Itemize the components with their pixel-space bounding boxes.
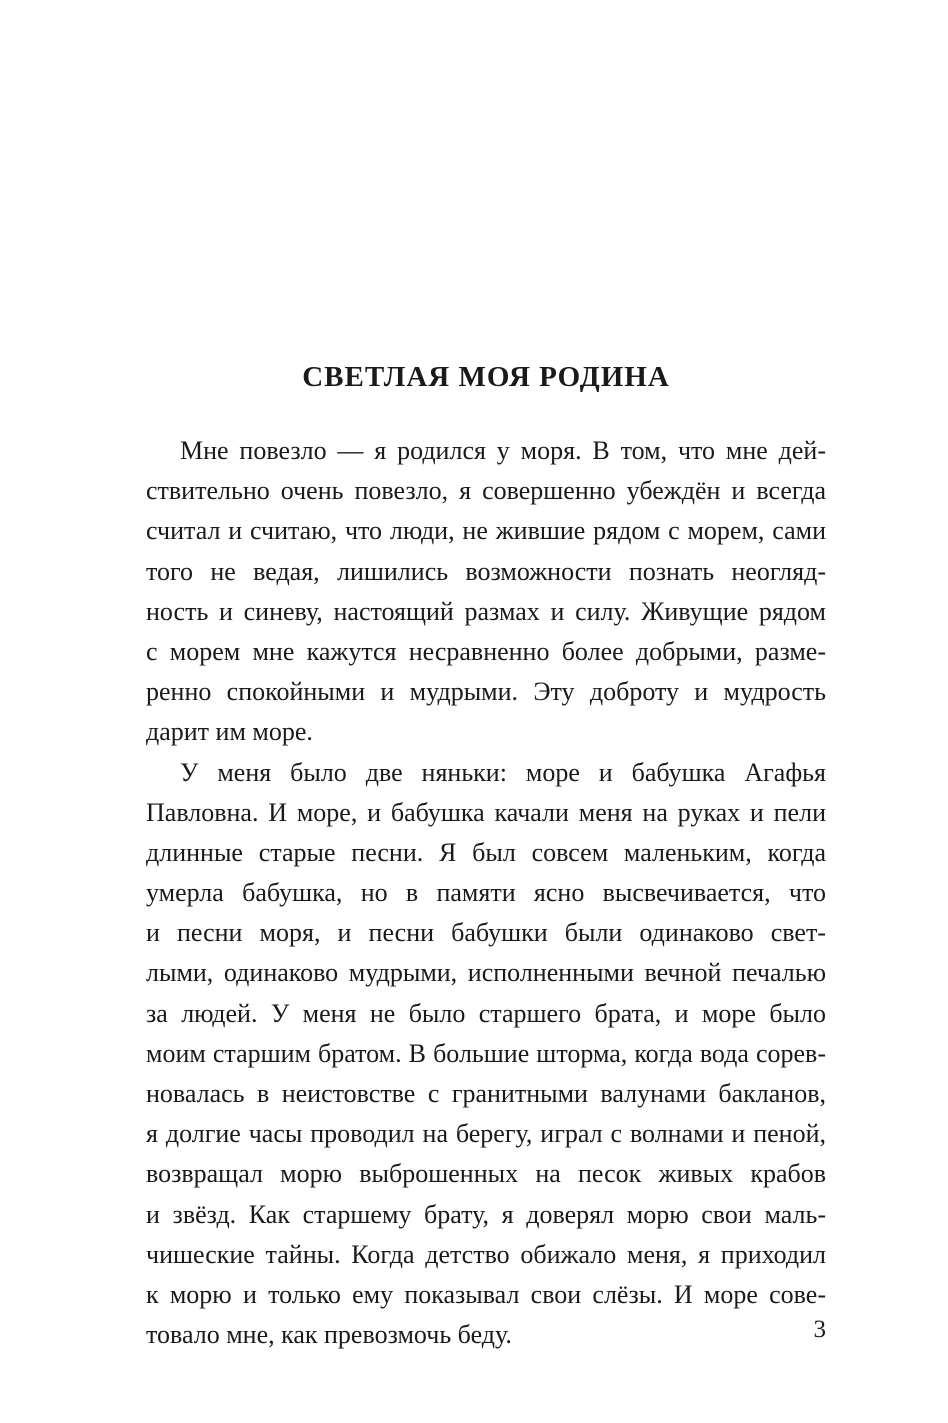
- text-line: и звёзд. Как старшему брату, я доверял морю свои маль-: [146, 1199, 826, 1229]
- text-line: возвращал морю выброшенных на песок живых крабов: [146, 1159, 826, 1189]
- text-line: считал и считаю, что люди, не жившие рядом с морем, сами: [146, 516, 826, 546]
- text-line: ность и синеву, настоящий размах и силу. Живущие рядом: [146, 596, 826, 626]
- text-line: того не ведая, лишились возможности познать неогляд-: [146, 556, 826, 586]
- text-line: Павловна. И море, и бабушка качали меня на руках и пели: [146, 797, 826, 827]
- paragraph-1: [146, 431, 826, 753]
- text-line: дарит им море.: [146, 717, 313, 747]
- text-line: У меня было две няньки: море и бабушка Агафья: [180, 757, 826, 787]
- text-line: ренно спокойными и мудрыми. Эту доброту и мудрость: [146, 677, 826, 707]
- paragraph-2: [146, 753, 826, 1356]
- text-line: чишеские тайны. Когда детство обижало меня, я приходил: [146, 1239, 826, 1269]
- text-line: лыми, одинаково мудрыми, исполненными вечной печалью: [146, 958, 826, 988]
- text-line: товало мне, как превозмочь беду.: [146, 1320, 512, 1350]
- text-line: ствительно очень повезло, я совершенно убеждён и всегда: [146, 476, 826, 506]
- text-line: с морем мне кажутся несравненно более добрыми, разме-: [146, 636, 826, 666]
- text-line: новалась в неистовстве с гранитными валунами бакланов,: [146, 1079, 826, 1108]
- chapter-body: [146, 431, 826, 1355]
- page-number: 3: [813, 1316, 826, 1343]
- text-line: и песни моря, и песни бабушки были одинаково свет-: [146, 918, 826, 948]
- text-line: Мне повезло — я родился у моря. В том, что мне дей-: [180, 436, 826, 465]
- text-line: к морю и только ему показывал свои слёзы. И море сове-: [146, 1279, 826, 1309]
- text-line: моим старшим братом. В большие шторма, когда вода сорев-: [146, 1038, 826, 1068]
- text-line: за людей. У меня не было старшего брата, и море было: [146, 998, 826, 1028]
- text-line: длинные старые песни. Я был совсем маленьким, когда: [146, 837, 826, 867]
- chapter-title: СВЕТЛАЯ МОЯ РОДИНА: [302, 361, 670, 393]
- text-line: я долгие часы проводил на берегу, играл с волнами и пеной,: [146, 1119, 826, 1149]
- text-line: умерла бабушка, но в памяти ясно высвечивается, что: [146, 878, 826, 908]
